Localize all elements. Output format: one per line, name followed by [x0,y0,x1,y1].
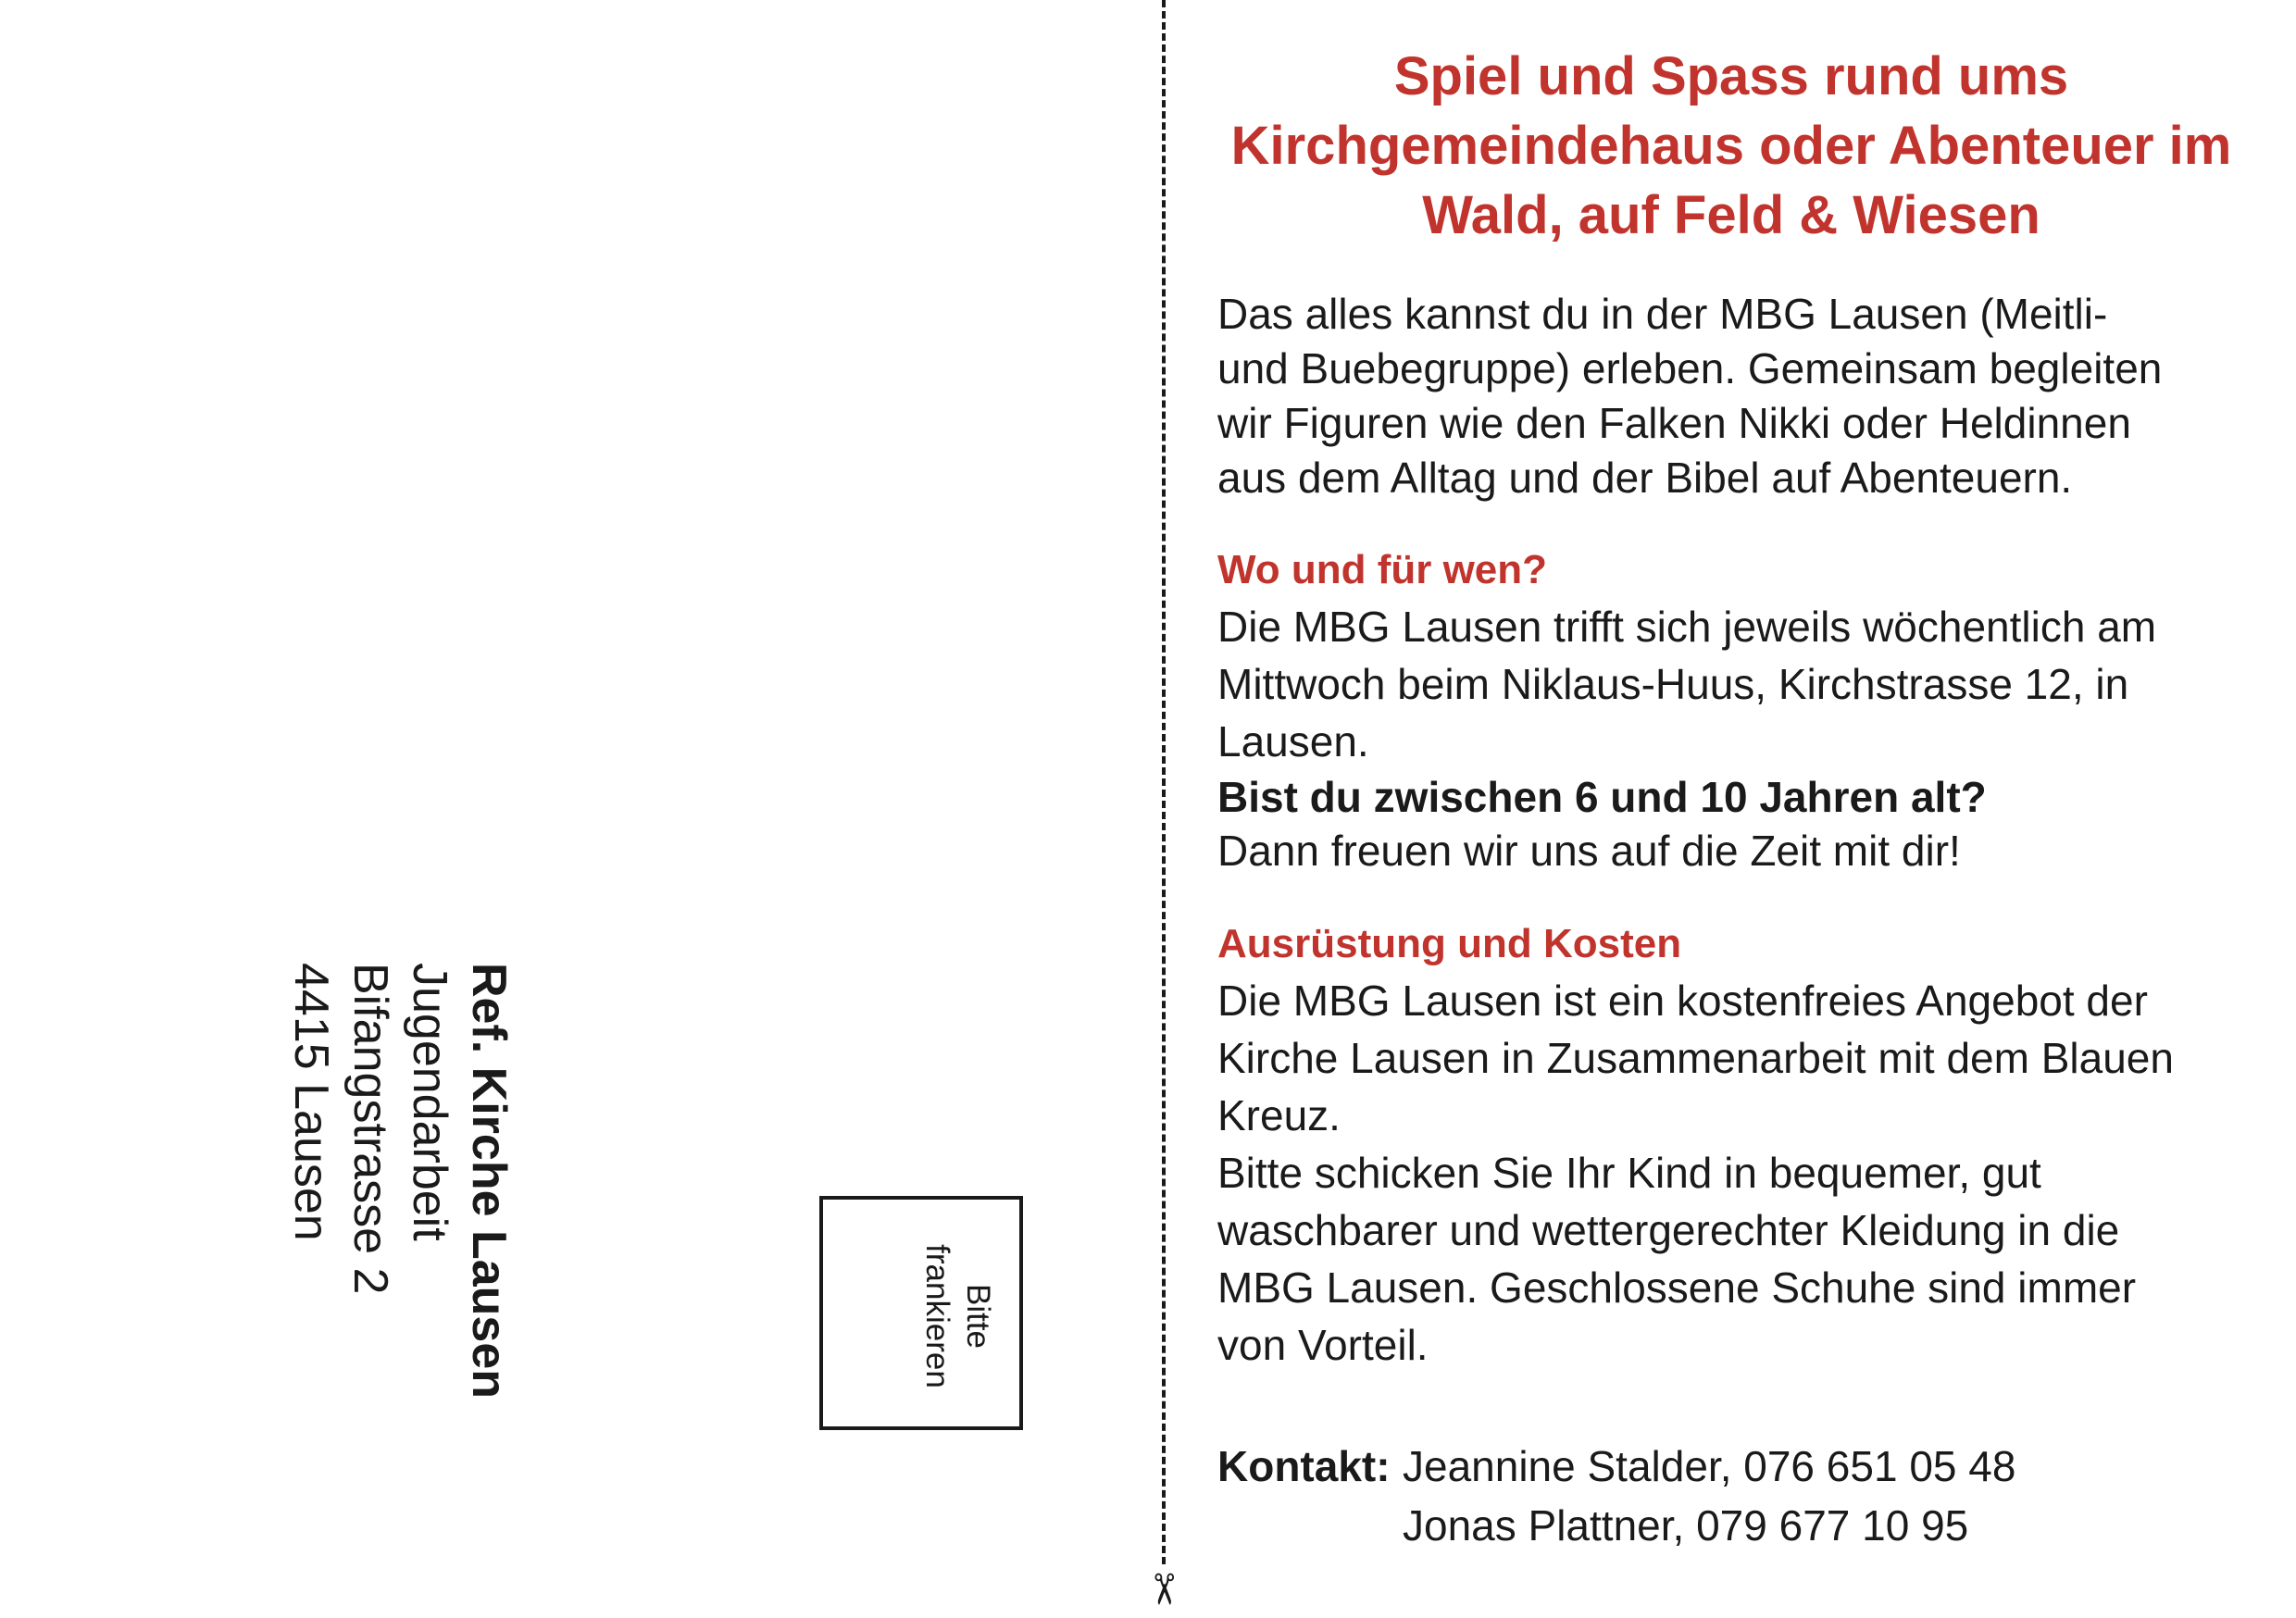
title-line: Wald, auf Feld & Wiesen [1422,185,2040,245]
section-equipment-text [1217,972,2268,1374]
section-line: Bitte schicken Sie Ihr Kind in bequemer, gut [1217,1149,2041,1197]
stamp-label [917,1233,998,1400]
intro-paragraph [1217,287,2268,505]
intro-line: aus dem Alltag und der Bibel auf Abenteuern. [1217,454,2073,502]
section-line: Kreuz. [1217,1091,1341,1139]
intro-line: wir Figuren wie den Falken Nikki oder Heldinnen [1217,399,2131,447]
section-line: Lausen. [1217,717,1369,765]
address-city: 4415 Lausen [284,963,338,1241]
address-street: Bifangstrasse 2 [343,963,397,1295]
contact-person-1: Jeannine Stalder, 076 651 05 48 [1403,1442,2016,1490]
contact-row [1217,1437,2268,1496]
flyer-content [1217,42,2268,1555]
section-line: Kirche Lausen in Zusammenarbeit mit dem Blauen [1217,1034,2174,1082]
section-line: Die MBG Lausen ist ein kostenfreies Angebot der [1217,977,2148,1025]
address-organization: Ref. Kirche Lausen [462,963,516,1400]
title-line: Kirchgemeindehaus oder Abenteuer im [1230,116,2232,176]
flyer-title [1199,42,2264,250]
address-department: Jugendarbeit [403,963,456,1241]
contact-label: Kontakt: [1217,1442,1391,1490]
section-line: Die MBG Lausen trifft sich jeweils wöchentlich am [1217,603,2157,651]
section-line: von Vorteil. [1217,1321,1429,1369]
contact-person-2: Jonas Plattner, 079 677 10 95 [1403,1501,1969,1550]
age-question: Bist du zwischen 6 und 10 Jahren alt? [1217,773,1987,821]
section-heading-equipment: Ausrüstung und Kosten [1217,921,1682,966]
intro-line: und Buebegruppe) erleben. Gemeinsam begleiten [1217,344,2163,392]
title-line: Spiel und Spass rund ums [1393,46,2069,106]
section-line: Dann freuen wir uns auf die Zeit mit dir! [1217,827,1961,875]
section-where-text [1217,598,2268,877]
scissors-icon: ✂ [1140,1571,1188,1608]
section-line: Mittwoch beim Niklaus-Huus, Kirchstrasse 12, in [1217,660,2129,708]
intro-line: Das alles kannst du in der MBG Lausen (Meitli- [1217,290,2108,338]
section-line: MBG Lausen. Geschlossene Schuhe sind immer [1217,1263,2137,1312]
contact-label-spacer [1217,1496,1403,1555]
section-heading-where: Wo und für wen? [1217,547,1548,592]
cut-line [1162,0,1166,1564]
section-line: waschbarer und wettergerechter Kleidung in die [1217,1206,2120,1254]
stamp-label-line1: Bitte [960,1283,996,1350]
contact-block [1217,1437,2268,1555]
stamp-label-line2: frankieren [919,1244,955,1388]
recipient-address [281,963,518,1399]
contact-row [1217,1496,2268,1555]
